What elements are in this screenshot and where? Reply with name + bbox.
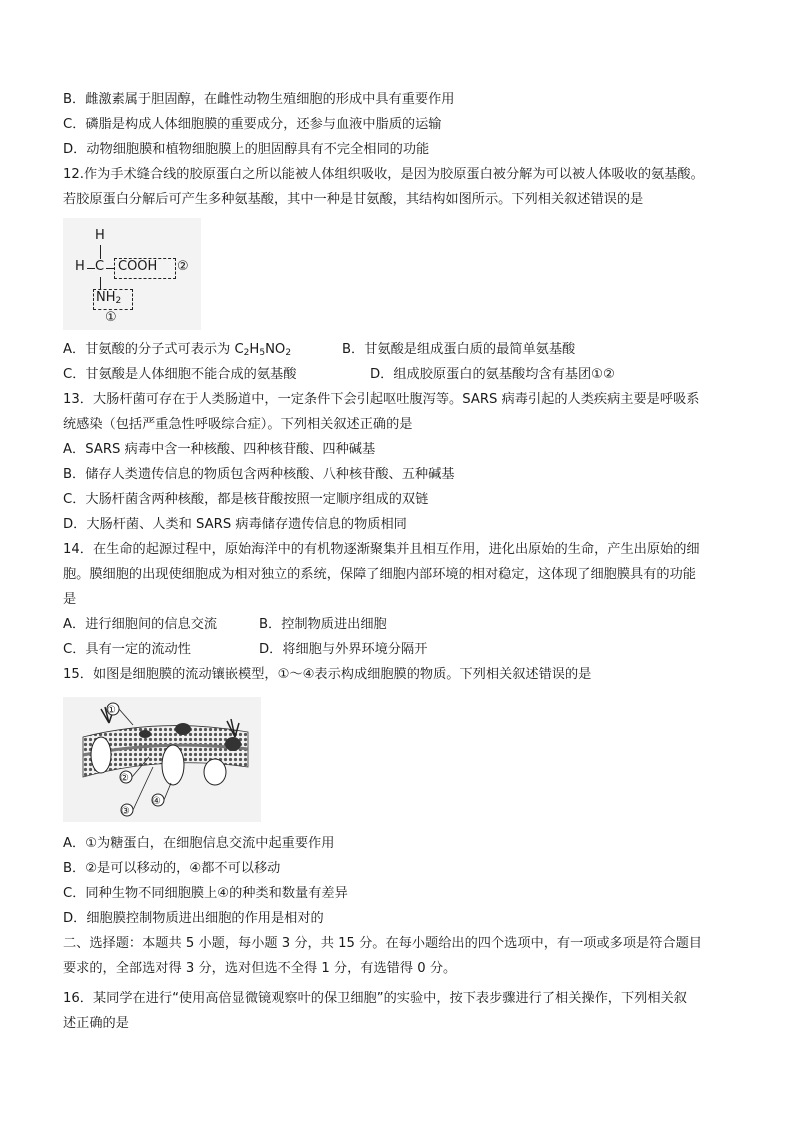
q13-option-b: B．储存人类遗传信息的物质包含两种核酸、八种核苷酸、五种碱基	[63, 467, 455, 482]
membrane-label-1: ①	[107, 705, 116, 716]
bond-vertical-top	[100, 245, 101, 259]
q14-option-c: C．具有一定的流动性	[63, 642, 191, 657]
cell-membrane-figure	[63, 697, 261, 822]
q14-option-a: A．进行细胞间的信息交流	[63, 617, 218, 632]
carboxyl-group: COOH	[118, 259, 158, 274]
membrane-diagram	[63, 697, 261, 822]
q15-option-d: D．细胞膜控制物质进出细胞的作用是相对的	[63, 911, 324, 926]
q13-option-c: C．大肠杆菌含两种核酸，都是核苷酸按照一定顺序组成的双链	[63, 492, 429, 507]
membrane-label-3: ③	[121, 806, 130, 817]
q12-option-b: B．甘氨酸是组成蛋白质的最简单氨基酸	[342, 342, 576, 357]
section-2-heading-line-1: 二、选择题：本题共 5 小题，每小题 3 分，共 15 分。在每小题给出的四个选项中，有一项或多项是符合题目	[63, 936, 702, 951]
q13-option-a: A．SARS 病毒中含一种核酸、四种核苷酸、四种碱基	[63, 442, 376, 457]
question-14-line-1: 14．在生命的起源过程中，原始海洋中的有机物逐渐聚集并且相互作用，进化出原始的生命，产生出原始的细	[63, 542, 700, 557]
membrane-label-4: ④	[152, 796, 161, 807]
q12-option-c: C．甘氨酸是人体细胞不能合成的氨基酸	[63, 367, 297, 382]
glycine-structure-figure	[63, 218, 201, 330]
label-1: ①	[105, 310, 117, 325]
q14-option-d: D．将细胞与外界环境分隔开	[259, 642, 428, 657]
q12-option-a: A．甘氨酸的分子式可表示为 $C_2H_5NO_2$	[63, 342, 292, 358]
option-c-q11: C．磷脂是构成人体细胞膜的重要成分，还参与血液中脂质的运输	[63, 117, 442, 132]
bond-vertical-bottom	[100, 277, 101, 289]
label-2: ②	[177, 259, 189, 274]
option-b-q11: B．雌激素属于胆固醇，在雌性动物生殖细胞的形成中具有重要作用	[63, 92, 455, 107]
question-16-line-1: 16．某同学在进行“使用高倍显微镜观察叶的保卫细胞”的实验中，按下表步骤进行了相关操作，下列相关叙	[63, 991, 687, 1006]
question-15: 15．如图是细胞膜的流动镶嵌模型，①～④表示构成细胞膜的物质。下列相关叙述错误的是	[63, 667, 592, 682]
amino-group: $NH_2$	[96, 290, 122, 306]
section-2-heading-line-2: 要求的，全部选对得 3 分，选对但选不全得 1 分，有选错得 0 分。	[63, 961, 457, 976]
question-13-line-2: 统感染（包括严重急性呼吸综合症）。下列相关叙述正确的是	[63, 417, 413, 432]
option-d-q11: D．动物细胞膜和植物细胞膜上的胆固醇具有不完全相同的功能	[63, 142, 430, 157]
q15-option-c: C．同种生物不同细胞膜上④的种类和数量有差异	[63, 886, 348, 901]
q15-option-b: B．②是可以移动的，④都不可以移动	[63, 861, 281, 876]
carbon-atom: C	[95, 259, 105, 274]
bond-horizontal-right	[106, 268, 114, 269]
hydrogen-top: H	[95, 228, 105, 243]
question-14-line-3: 是	[63, 592, 77, 607]
question-13-line-1: 13．大肠杆菌可存在于人类肠道中，一定条件下会引起呕吐腹泻等。SARS 病毒引起的人类疾病主要是呼吸系	[63, 392, 700, 407]
q13-option-d: D．大肠杆菌、人类和 SARS 病毒储存遗传信息的物质相同	[63, 517, 407, 532]
question-16-line-2: 述正确的是	[63, 1016, 129, 1031]
bond-horizontal-left	[87, 268, 95, 269]
question-14-line-2: 胞。膜细胞的出现使细胞成为相对独立的系统，保障了细胞内部环境的相对稳定，这体现了细胞膜具有的功能	[63, 567, 696, 582]
hydrogen-left: H	[75, 259, 85, 274]
question-12-line-2: 若胶原蛋白分解后可产生多种氨基酸，其中一种是甘氨酸，其结构如图所示。下列相关叙述错误的是	[63, 192, 644, 207]
question-12-line-1: 12.作为手术缝合线的胶原蛋白之所以能被人体组织吸收，是因为胶原蛋白被分解为可以被人体吸收的氨基酸。	[63, 167, 704, 182]
q15-option-a: A．①为糖蛋白，在细胞信息交流中起重要作用	[63, 836, 335, 851]
q14-option-b: B．控制物质进出细胞	[259, 617, 387, 632]
membrane-label-2: ②	[120, 773, 129, 784]
q12-option-d: D．组成胶原蛋白的氨基酸均含有基团①②	[370, 367, 615, 382]
